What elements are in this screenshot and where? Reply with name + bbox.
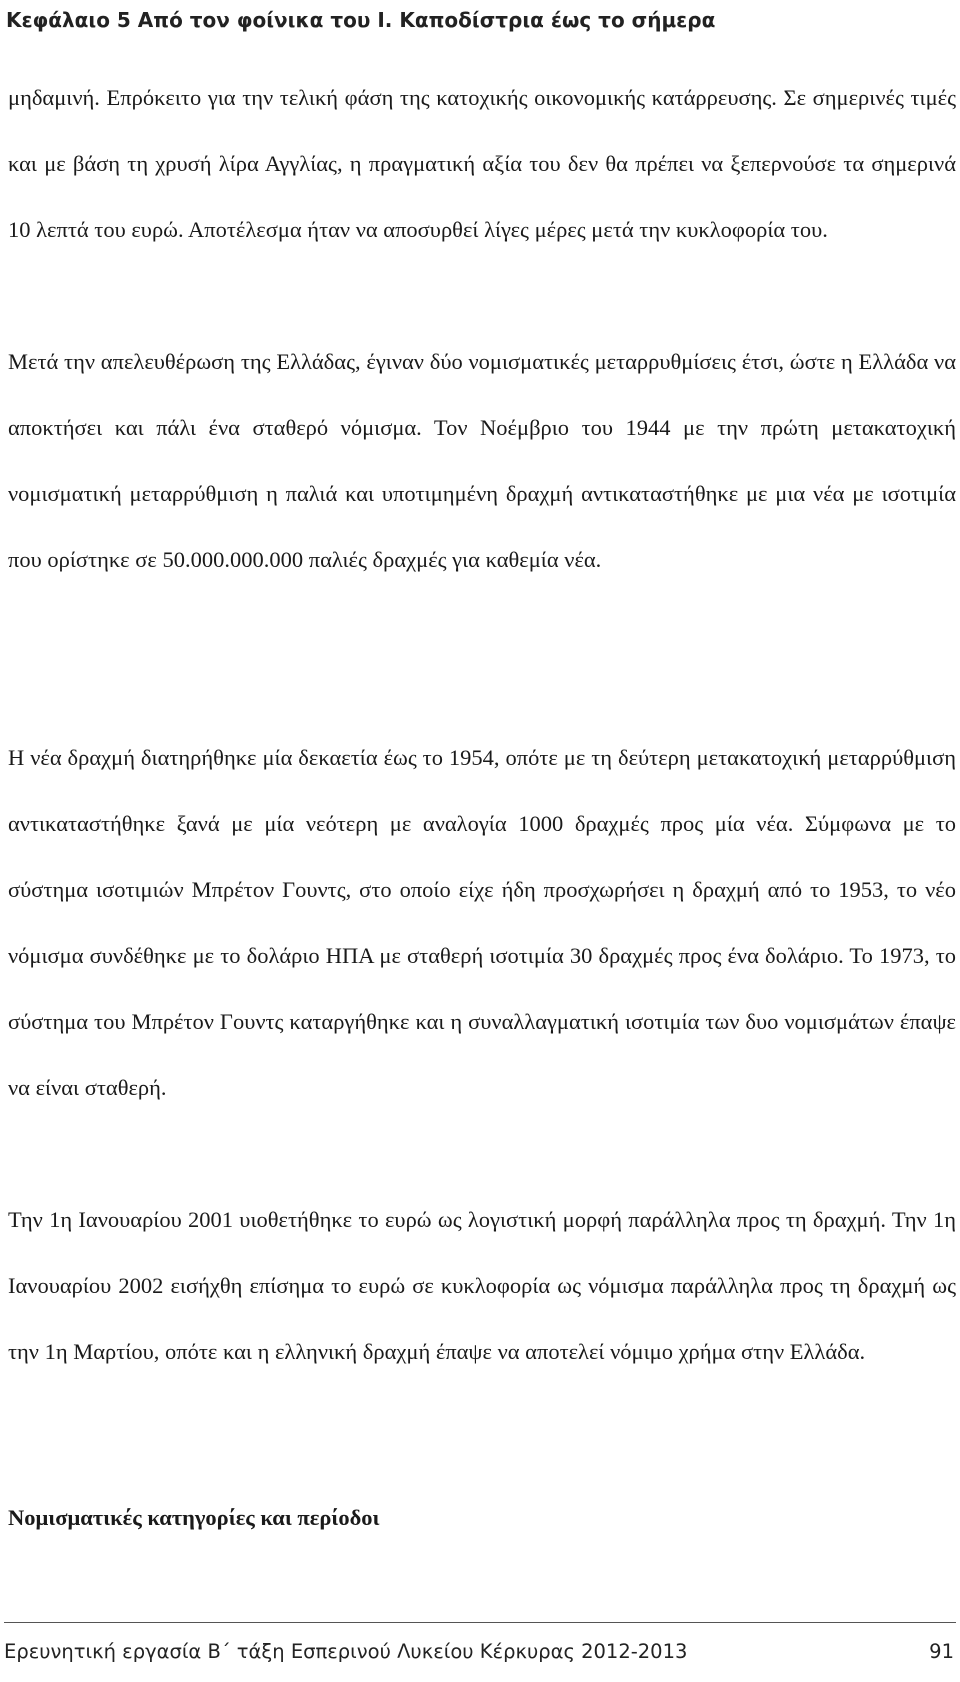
paragraph-4: Την 1η Ιανουαρίου 2001 υιοθετήθηκε το ευρώ ως λογιστική μορφή παράλληλα προς τη δραχμή. Την 1η Ιανουαρίου 2002 εισήχθη επίσημα το ευρώ σε κυκλοφορία ως νόμισμα παράλληλα προς τη δραχμή ως την 1η Μαρτίου, οπότε και η ελληνική δραχμή έπαψε να αποτελεί νόμιμο χρήμα στην Ελλάδα.	[8, 1207, 956, 1364]
paragraph-3: Η νέα δραχμή διατηρήθηκε μία δεκαετία έως το 1954, οπότε με τη δεύτερη μετακατοχική μεταρρύθμιση αντικαταστήθηκε ξανά με μία νεότερη με αναλογία 1000 δραχμές προς μία νέα. Σύμφωνα με το σύστημα ισοτιμιών Μπρέτον Γουντς, στο οποίο είχε ήδη προσχωρήσει η δραχμή από το 1953, το νέο νόμισμα συνδέθηκε με το δολάριο ΗΠΑ με σταθερή ισοτιμία 30 δραχμές προς ένα δολάριο. Το 1973, το σύστημα του Μπρέτον Γουντς καταργήθηκε και η συναλλαγματική ισοτιμία των δυο νομισμάτων έπαψε να είναι σταθερή.	[8, 745, 956, 1100]
paragraph-1: μηδαμινή. Επρόκειτο για την τελική φάση της κατοχικής οικονομικής κατάρρευσης. Σε σημερινές τιμές και με βάση τη χρυσή λίρα Αγγλίας, η πραγματική αξία του δεν θα πρέπει να ξεπερνούσε τα σημερινά 10 λεπτά του ευρώ. Αποτέλεσμα ήταν να αποσυρθεί λίγες μέρες μετά την κυκλοφορία του.	[8, 85, 956, 242]
chapter-header: Κεφάλαιο 5 Από τον φοίνικα του Ι. Καποδίστρια έως το σήμερα	[6, 8, 716, 32]
footer-divider	[4, 1622, 956, 1623]
section-heading: Νομισματικές κατηγορίες και περίοδοι	[8, 1505, 380, 1530]
paragraph-2: Μετά την απελευθέρωση της Ελλάδας, έγιναν δύο νομισματικές μεταρρυθμίσεις έτσι, ώστε η Ελλάδα να αποκτήσει και πάλι ένα σταθερό νόμισμα. Τον Νοέμβριο του 1944 με την πρώτη μετακατοχική νομισματική μεταρρύθμιση η παλιά και υποτιμημένη δραχμή αντικαταστήθηκε με μια νέα με ισοτιμία που ορίστηκε σε 50.000.000.000 παλιές δραχμές για καθεμία νέα.	[8, 349, 956, 572]
page-number: 91	[929, 1640, 954, 1663]
footer-text: Ερευνητική εργασία Β΄ τάξη Εσπερινού Λυκείου Κέρκυρας 2012-2013	[4, 1640, 688, 1663]
